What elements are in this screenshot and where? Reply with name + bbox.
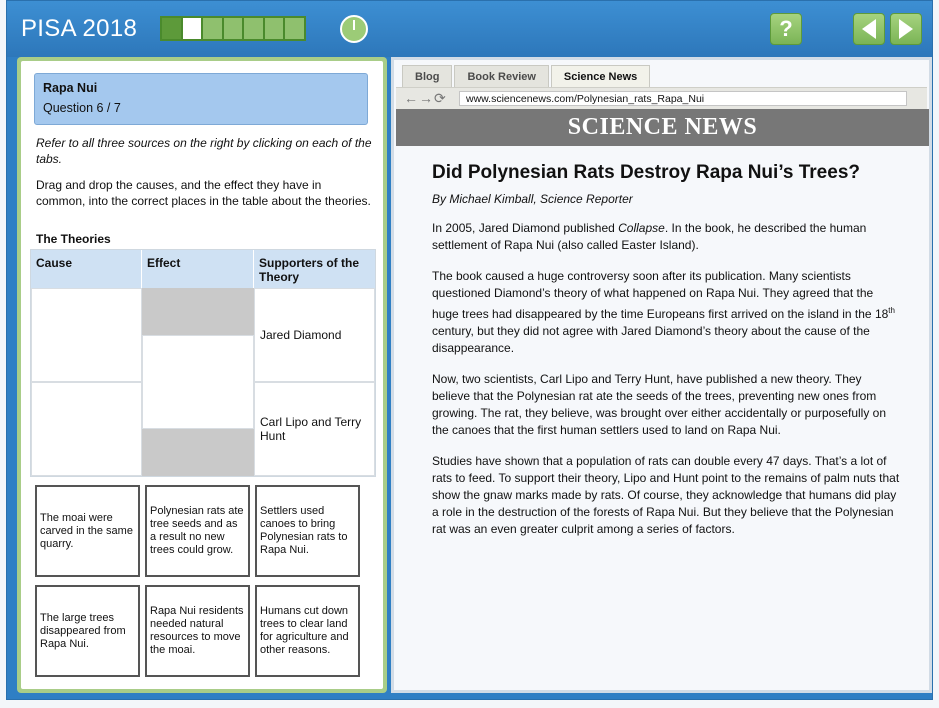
timer-icon bbox=[340, 15, 368, 43]
drag-card[interactable] bbox=[255, 585, 360, 677]
tab-book-review[interactable]: Book Review bbox=[454, 65, 548, 88]
drag-card-text: Rapa Nui residents needed natural resources to move the moai. bbox=[150, 605, 244, 656]
app-title: PISA 2018 bbox=[21, 15, 138, 42]
drag-card[interactable] bbox=[255, 485, 360, 577]
drop-zone-effect[interactable] bbox=[142, 335, 254, 429]
drag-card-text: The large trees disappeared from Rapa Nui. bbox=[40, 611, 126, 650]
browser-toolbar bbox=[396, 87, 927, 109]
table-heading: The Theories bbox=[36, 232, 111, 246]
unit-title: Rapa Nui bbox=[43, 81, 98, 95]
progress-bar bbox=[160, 16, 306, 41]
browser-nav-icons: ←→⟳ bbox=[404, 90, 447, 106]
instruction-drag-drop: Drag and drop the causes, and the effect they have in common, into the correct places in the table about the theories. bbox=[36, 178, 371, 208]
article-paragraph: Now, two scientists, Carl Lipo and Terry Hunt, have published a new theory. They believe that the Polynesian rat ate the seeds of the trees, preventing new ones from growing. The rat, they believe, was brought over either accidentally or purposefully on the canoes that the first human settlers used to land on Rapa Nui. bbox=[432, 372, 887, 437]
drop-zone-cause-1[interactable] bbox=[31, 288, 142, 382]
supporter-label: Jared Diamond bbox=[260, 328, 342, 342]
app-frame bbox=[6, 0, 933, 700]
article-title: Did Polynesian Rats Destroy Rapa Nui’s Trees? bbox=[432, 162, 860, 183]
drop-zone-cause-2[interactable] bbox=[31, 382, 142, 476]
help-icon: ? bbox=[779, 16, 793, 41]
top-bar bbox=[7, 1, 932, 57]
article bbox=[432, 162, 902, 538]
drag-card-text: Humans cut down trees to clear land for agriculture and other reasons. bbox=[260, 605, 349, 656]
progress-segment bbox=[224, 18, 245, 39]
question-number: Question 6 / 7 bbox=[43, 101, 121, 115]
progress-segment bbox=[203, 18, 224, 39]
arrow-right-icon bbox=[899, 19, 913, 39]
article-paragraph: Studies have shown that a population of rats can double every 47 days. That’s a lot of rats to feed. To support their theory, Lipo and Hunt point to the remains of palm nuts that show the gnaw marks made by rats. Of course, they acknowledge that humans did play a role in the destruction of the forests of Rapa Nui. But they believe that the Polynesian rat was an even greater culprit among a series of factors. bbox=[432, 454, 900, 536]
drag-card[interactable] bbox=[35, 585, 140, 677]
source-panel bbox=[391, 57, 932, 693]
site-banner: SCIENCE NEWS bbox=[396, 109, 929, 146]
column-header-cause: Cause bbox=[31, 250, 142, 288]
progress-segment bbox=[244, 18, 265, 39]
book-title: Collapse bbox=[618, 221, 665, 235]
column-header-effect: Effect bbox=[142, 250, 254, 288]
theories-table bbox=[30, 249, 376, 477]
drag-card[interactable] bbox=[145, 585, 250, 677]
instruction-sources: Refer to all three sources on the right by clicking on each of the tabs. bbox=[36, 136, 372, 166]
effect-cell-blocked bbox=[142, 429, 254, 476]
progress-segment bbox=[265, 18, 286, 39]
drag-card-text: Polynesian rats ate tree seeds and as a result no new trees could grow. bbox=[150, 505, 244, 556]
progress-segment bbox=[285, 18, 304, 39]
help-button[interactable] bbox=[770, 13, 802, 45]
article-paragraph: The book caused a huge controversy soon after its publication. Many scientists questioned Diamond’s theory of what happened on Rapa Nui. They agreed that the huge trees had disappeared by the time Europeans first arrived on the island in the 18th century, but they did not agree with Jared Diamond’s theory about the cause of the disappearance. bbox=[432, 269, 895, 355]
effect-cell-blocked bbox=[142, 288, 254, 335]
arrow-left-icon bbox=[862, 19, 876, 39]
drag-card[interactable] bbox=[35, 485, 140, 577]
tab-science-news[interactable]: Science News bbox=[551, 65, 650, 88]
previous-button[interactable] bbox=[853, 13, 885, 45]
progress-segment-current bbox=[183, 18, 204, 39]
next-button[interactable] bbox=[890, 13, 922, 45]
question-panel bbox=[17, 57, 387, 693]
drag-card-text: Settlers used canoes to bring Polynesian rats to Rapa Nui. bbox=[260, 505, 348, 556]
supporter-label: Carl Lipo and Terry Hunt bbox=[260, 415, 362, 443]
tab-blog[interactable]: Blog bbox=[402, 65, 452, 88]
question-header bbox=[34, 73, 368, 125]
column-header-supporters: Supporters of the Theory bbox=[254, 250, 375, 288]
question-panel-content bbox=[21, 61, 383, 689]
supporter-cell-diamond bbox=[254, 288, 375, 382]
supporter-cell-lipo-hunt bbox=[254, 382, 375, 476]
drag-card-text: The moai were carved in the same quarry. bbox=[40, 511, 133, 550]
progress-segment bbox=[162, 18, 183, 39]
source-tabs bbox=[402, 65, 652, 87]
article-paragraph: In 2005, Jared Diamond published Collapse. In the book, he described the human settlement of Rapa Nui (also called Easter Island). bbox=[432, 221, 867, 252]
url-field: www.sciencenews.com/Polynesian_rats_Rapa_Nui bbox=[459, 91, 907, 106]
drag-card[interactable] bbox=[145, 485, 250, 577]
article-byline: By Michael Kimball, Science Reporter bbox=[432, 192, 633, 206]
